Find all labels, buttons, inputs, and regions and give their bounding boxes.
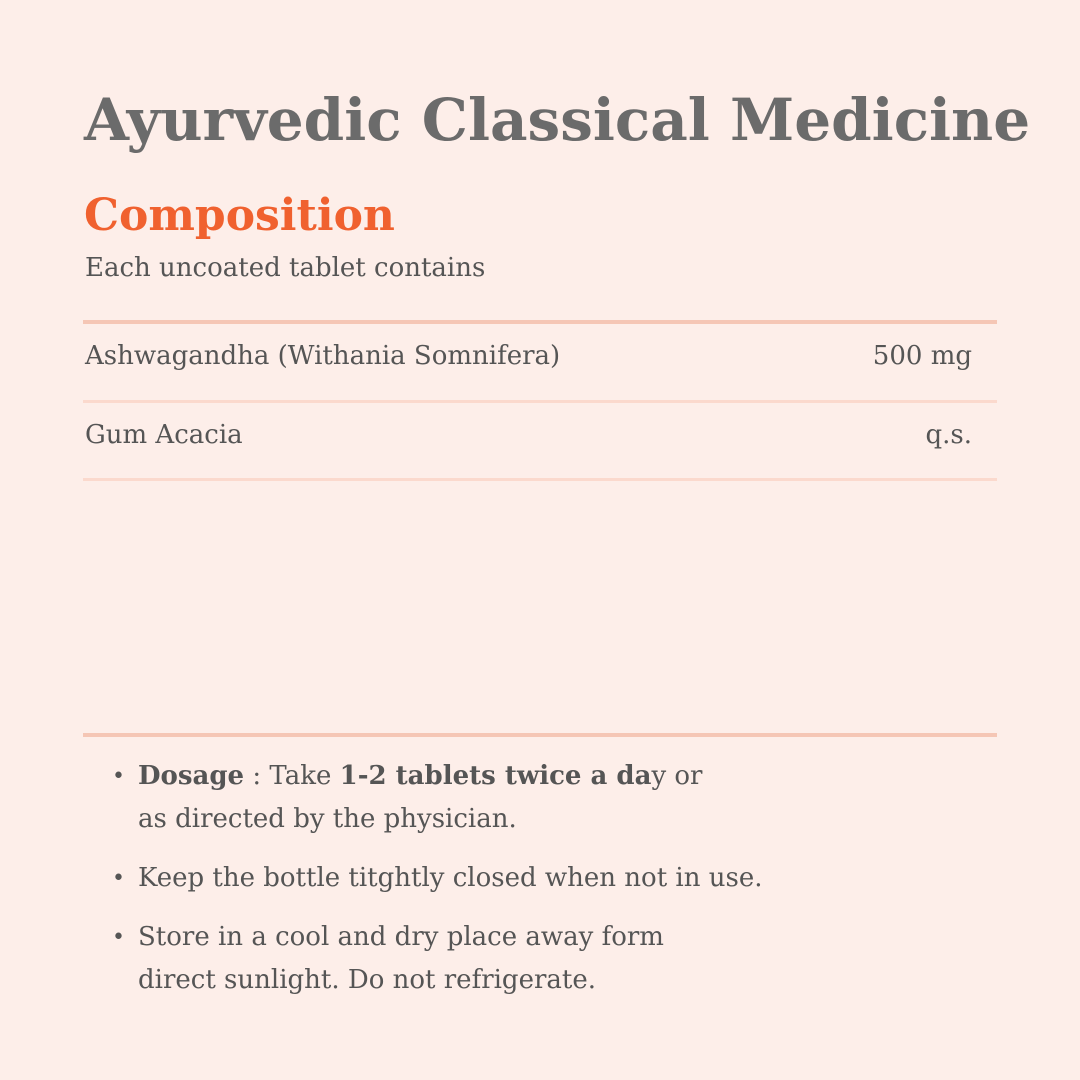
dosage-sep: : Take <box>244 761 340 791</box>
ingredient-amount: q.s. <box>925 420 972 450</box>
dosage-line-2: as directed by the physician. <box>138 804 517 834</box>
composition-row <box>85 420 972 460</box>
table-top-divider <box>83 320 997 324</box>
store-line-2: direct sunlight. Do not refrigerate. <box>138 965 596 995</box>
store-line-1: Store in a cool and dry place away form <box>138 922 664 952</box>
row-divider <box>83 400 997 403</box>
bullet-icon: • <box>112 866 125 891</box>
dosage-amount: 1-2 tablets twice a da <box>339 761 652 791</box>
notes-list <box>112 755 932 1018</box>
note-keep <box>112 857 932 900</box>
composition-subtitle: Each uncoated tablet contains <box>85 253 486 283</box>
ingredient-amount: 500 mg <box>872 341 972 371</box>
ingredient-name: Gum Acacia <box>85 420 243 450</box>
note-dosage <box>112 755 932 841</box>
bullet-icon: • <box>112 764 125 789</box>
note-store <box>112 916 932 1002</box>
keep-text: Keep the bottle titghtly closed when not in use. <box>138 863 763 893</box>
ingredient-name: Ashwagandha (Withania Somnifera) <box>85 341 561 371</box>
dosage-label: Dosage <box>138 761 245 791</box>
dosage-rest: y or <box>651 761 703 791</box>
table-bottom-divider <box>83 478 997 481</box>
page-title: Ayurvedic Classical Medicine <box>84 86 1031 154</box>
notes-divider <box>83 733 997 737</box>
composition-row <box>85 341 972 381</box>
dosage-line-1 <box>138 755 932 798</box>
composition-heading: Composition <box>84 190 395 241</box>
bullet-icon: • <box>112 925 125 950</box>
